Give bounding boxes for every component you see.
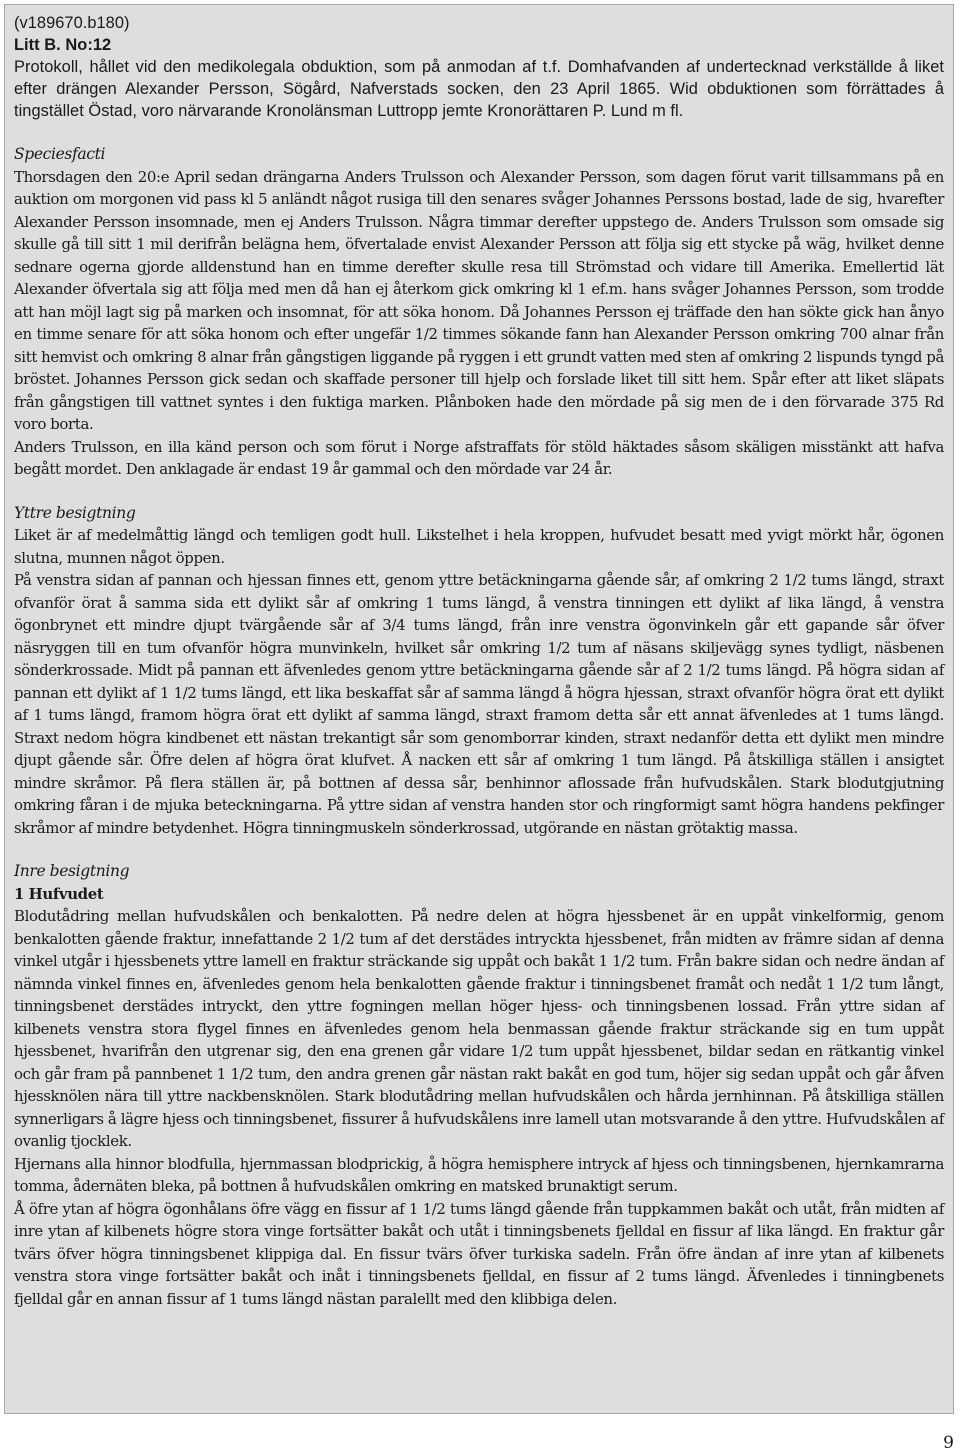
page-number: 9 — [943, 1433, 954, 1453]
yttre-paragraph: Liket är af medelmåttig längd och temligen godt hull. Likstelhet i hela kroppen, hufvudet besatt med yvigt mörkt hår, ögonen slutna, munnen något öppen. — [14, 526, 944, 567]
inre-besigtning-section — [14, 860, 944, 1310]
inre-paragraph: Å öfre ytan af högra ögonhålans öfre vägg en fissur af 1 1/2 tums längd gående från tuppkammen bakåt och utåt, från midten af inre ytan af kilbenets högre stora vinge fortsätter bakåt och utåt i tinningsbenets fjelldal en fissur af lika längd. En fraktur går tvärs öfver högra tinningsbenet klippiga dal. En fissur tvärs öfver turkiska sadeln. Från öfre ändan af inre ytan af kilbenets venstra stora vinge fortsätter bakåt och inåt i tinningsbenets fjelldal, en fissur af 2 tums längd. Äfvenledes i tinningbenets fjelldal går en annan fissur af 1 tums längd nästan paralellt med den klibbiga delen. — [14, 1199, 944, 1308]
speciesfacti-paragraph: Anders Trulsson, en illa känd person och som förut i Norge afstraffats för stöld häktades såsom skäligen misstänkt att hafva begått mordet. Den anklagade är endast 19 år gammal och den mördade var 24 år. — [14, 437, 944, 478]
yttre-paragraph: På venstra sidan af pannan och hjessan finnes ett, genom yttre betäckningarna gående sår, af omkring 2 1/2 tums längd, straxt ofvanför örat å samma sida ett dylikt sår af omkring 1 tums längd, å venstra tinningen ett dylikt af lika längd, å venstra ögonbrynet ett mindre djupt tvärgående sår af 3/4 tums längd, från inre venstra ögonvinkeln går ett gapande sår öfver näsryggen till en tum ofvanför högra munvinkeln, hvilket sår omkring 1/2 tum af näsans skiljevägg synes tydligt, näsbenen sönderkrossade. Midt på pannan ett äfvenledes genom yttre betäckningarna gående sår af 2 1/2 tums längd. På högra sidan af pannan ett dylikt af 1 1/2 tums längd, ett lika beskaffat sår af samma längd å högra hjessan, straxt ofvanför högra örat ett dylikt af 1 tums längd, framom högra örat ett dylikt af samma längd, straxt framom detta sår ett annat äfvenledes at 1 tums längd. Straxt nedom högra kindbenet ett nästan trekantigt sår som genomborrar kinden, straxt nedanför detta ett dylikt men mindre djupt gående sår. Öfre delen af högra örat klufvet. Å nacken ett sår af omkring 1 tum längd. På åtskilliga ställen i ansigtet mindre skråmor. På flera ställen är, på bottnen af dessa sår, benhinnor aflossade från hufvudskålen. Stark blodutgjutning omkring fåran i de mjuka beteckningarna. På yttre sidan af venstra handen stor och ringformigt samt högra handens pekfinger skråmor af mindre betydenhet. Högra tinningmuskeln sönderkrossad, utgörande en nästan grötaktig massa. — [14, 571, 944, 837]
header-section — [14, 12, 944, 122]
speciesfacti-heading: Speciesfacti — [14, 145, 106, 163]
protocol-intro: Protokoll, hållet vid den medikolegala obduktion, som på anmodan af t.f. Domhafvanden af undertecknad verkställde å liket efter drängen Alexander Persson, Sögård, Nafverstads socken, den 23 April 1865. Wid obduktionen som förrättades å tingstället Östad, voro närvarande Kronolänsman Luttropp jemte Kronorättaren P. Lund m fl. — [14, 58, 944, 120]
case-number: Litt B. No:12 — [14, 36, 112, 54]
yttre-besigtning-heading: Yttre besigtning — [14, 503, 136, 522]
inre-paragraph: Hjernans alla hinnor blodfulla, hjernmassan blodprickig, å högra hemisphere intryck af hjess och tinningsbenen, hjernkamrarna tomma, ådernäten bleka, på bottnen å hufvudskålen omkring en matsked brunaktigt serum. — [14, 1154, 944, 1195]
inre-besigtning-heading: Inre besigtning — [14, 862, 130, 880]
speciesfacti-section — [14, 143, 944, 481]
yttre-besigtning-section — [14, 502, 944, 840]
inre-paragraph: Blodutådring mellan hufvudskålen och benkalotten. På nedre delen at högra hjessbenet är en uppåt vinkelformig, genom benkalotten gående fraktur, innefattande 2 1/2 tum af det derstädes intryckta hjessbenet, från midten av främre sidan af denna vinkel utgår i hjessbenets yttre lamell en fraktur sträckande sig uppåt och bakåt 1 1/2 tum. Från bakre sidan och nedre ändan af nämnda vinkel finnes en, äfvenledes genom hela benkalotten gående fraktur i tinningsbenet framåt och nedåt 1 1/2 tum långt, tinningsbenet derstädes intryckt, den yttre fogningen mellan höger hjess- och tinningsbenen lossad. Från yttre sidan af kilbenets venstra stora flygel finnes en äfvenledes genom hela benmassan gående fraktur sträckande sig en tum uppåt hjessbenet, hvarifrån den utgrenar sig, den ena grenen går vidare 1/2 tum uppåt hjessbenet, bildar sedan en rätkantig vinkel och går fram på pannbenet 1 1/2 tum, den andra grenen går nästan rakt bakåt en god tum, höjer sig sedan uppåt och går åfven hjessknölen nära till yttre nackbensknölen. Stark blodutådring mellan hufvudskålen och hårda jernhinnan. På åtskilliga ställen synnerligars å lägre hjess och tinningsbenet, fissurer å hufvudskålens inre lamell utan motsvarande å den yttre. Hufvudskålen af ovanlig tjocklek. — [14, 907, 944, 1150]
speciesfacti-paragraph: Thorsdagen den 20:e April sedan drängarna Anders Trulsson och Alexander Persson, som dagen förut varit tillsammans på en auktion om morgonen vid pass kl 5 anländt något rusiga till den senares svåger Johannes Perssons bostad, lade de sig, hvarefter Alexander Persson insomnade, men ej Anders Trulsson. Några timmar derefter uppstego de. Anders Trulsson som omsade sig skulle gå till sitt 1 mil derifrån belägna hem, öfvertalade envist Alexander Persson att följa sig ett stycke på wäg, hvilket denne sednare ogerna gjorde alldenstund han en timme derefter skulle resa till Strömstad och vidare till Amerika. Emellertid lät Alexander öfvertala sig att följa med men då han ej återkom gick omkring kl 1 ef.m. hans svåger Johannes Persson, som trodde att han möjl lagt sig på marken och insomnat, för att söka honom. Då Johannes Persson ej träffade den han sökte gick han ånyo en timme senare för att söka honom och efter ungefär 1/2 timmes sökande fann han Alexander Persson omkring 700 alnar från sitt hemvist och omkring 8 alnar från gångstigen liggande på ryggen i ett grundt vatten med sten af omkring 2 lispunds tyngd på bröstet. Johannes Persson gick sedan och skaffade personer till hjelp och forslade liket till sitt hem. Spår efter att liket släpats från gångstigen till vattnet syntes i den fuktiga marken. Plånboken hade den mördade på sig men de i den förvarade 375 Rd voro borta. — [14, 167, 944, 433]
reference-code: (v189670.b180) — [14, 14, 130, 32]
hufvudet-subheading: 1 Hufvudet — [14, 884, 104, 903]
document-box — [4, 4, 954, 1414]
